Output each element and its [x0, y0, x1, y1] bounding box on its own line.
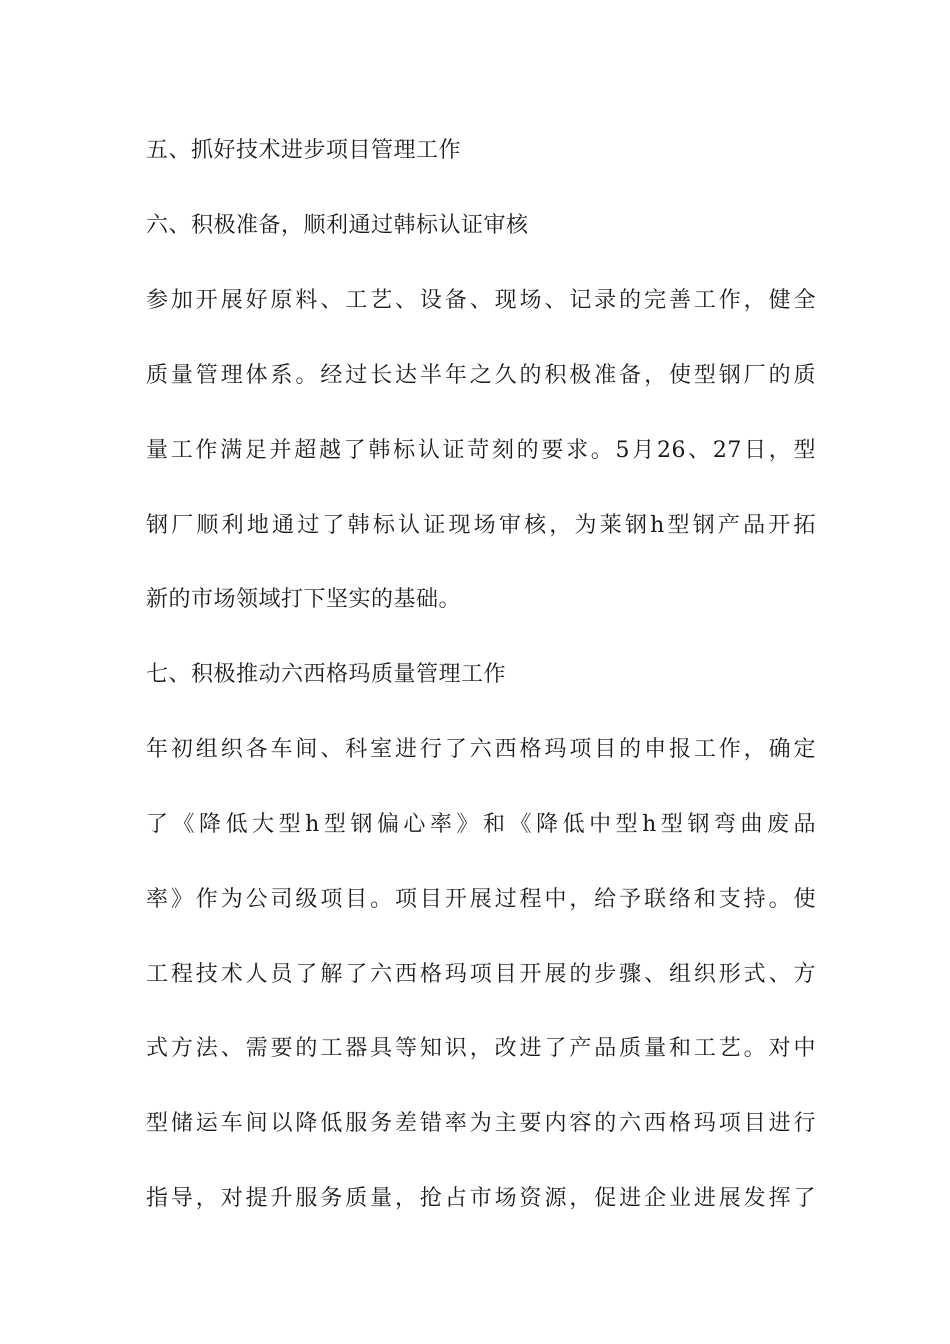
paragraph-7-line: 式方法、需要的工器具等知识，改进了产品质量和工艺。对中 [146, 1036, 816, 1061]
paragraph-6-line: 新的市场领域打下坚实的基础。 [146, 587, 462, 612]
paragraph-7-line: 指导，对提升服务质量，抢占市场资源，促进企业进展发挥了 [146, 1186, 816, 1211]
paragraph-6-line: 参加开展好原料、工艺、设备、现场、记录的完善工作，健全 [146, 288, 816, 313]
paragraph-7-line: 年初组织各车间、科室进行了六西格玛项目的申报工作，确定 [146, 737, 816, 762]
paragraph-6-line: 量工作满足并超越了韩标认证苛刻的要求。5月26、27日，型 [146, 438, 816, 463]
paragraph-6-line: 钢厂顺利地通过了韩标认证现场审核，为莱钢h型钢产品开拓 [146, 513, 816, 538]
section-heading-5: 五、抓好技术进步项目管理工作 [146, 138, 462, 163]
paragraph-7-line: 工程技术人员了解了六西格玛项目开展的步骤、组织形式、方 [146, 962, 816, 987]
paragraph-6-line: 质量管理体系。经过长达半年之久的积极准备，使型钢厂的质 [146, 363, 816, 388]
paragraph-7-line: 型储运车间以降低服务差错率为主要内容的六西格玛项目进行 [146, 1111, 816, 1136]
paragraph-7-line: 率》作为公司级项目。项目开展过程中，给予联络和支持。使 [146, 887, 816, 912]
section-heading-6: 六、积极准备，顺利通过韩标认证审核 [146, 213, 529, 238]
section-heading-7: 七、积极推动六西格玛质量管理工作 [146, 662, 507, 687]
paragraph-7-line: 了《降低大型h型钢偏心率》和《降低中型h型钢弯曲废品 [146, 812, 816, 837]
